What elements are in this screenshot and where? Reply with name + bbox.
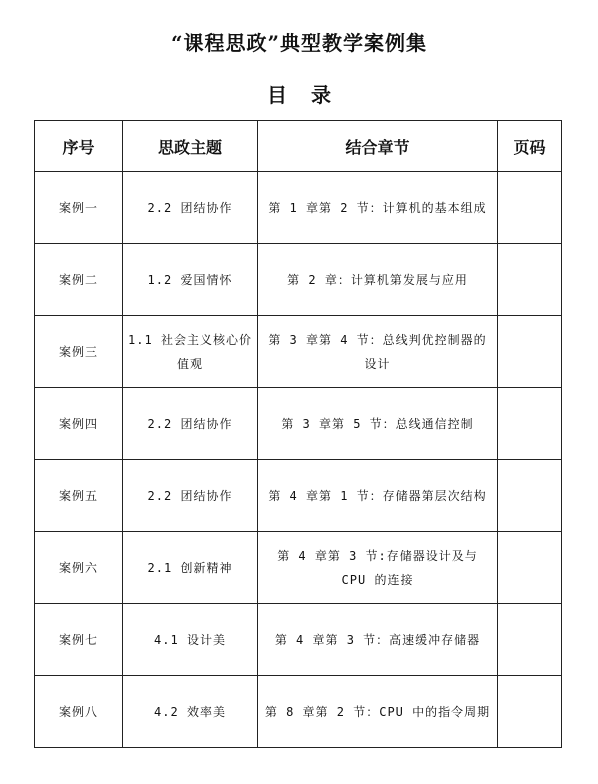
toc-heading-right: 录 [311, 83, 331, 107]
case-theme: 1.1 社会主义核心价值观 [123, 316, 258, 388]
case-number: 案例七 [35, 604, 123, 676]
table-row [35, 316, 562, 388]
case-number: 案例八 [35, 676, 123, 748]
toc-table [34, 120, 562, 748]
header-theme: 思政主题 [123, 121, 258, 172]
case-chapter: 第 1 章第 2 节：计算机的基本组成 [258, 172, 498, 244]
table-row [35, 676, 562, 748]
case-number: 案例六 [35, 532, 123, 604]
case-theme: 1.2 爱国情怀 [123, 244, 258, 316]
case-chapter: 第 8 章第 2 节：CPU 中的指令周期 [258, 676, 498, 748]
case-theme: 2.2 团结协作 [123, 388, 258, 460]
case-number: 案例一 [35, 172, 123, 244]
case-number: 案例二 [35, 244, 123, 316]
table-row [35, 244, 562, 316]
table-row [35, 172, 562, 244]
case-chapter: 第 4 章第 1 节：存储器第层次结构 [258, 460, 498, 532]
toc-heading-left: 目 [267, 83, 287, 107]
case-theme: 2.2 团结协作 [123, 460, 258, 532]
case-page [498, 244, 562, 316]
case-chapter: 第 3 章第 4 节：总线判优控制器的设计 [258, 316, 498, 388]
case-page [498, 388, 562, 460]
case-page [498, 604, 562, 676]
case-chapter: 第 4 章第 3 节:存储器设计及与 CPU 的连接 [258, 532, 498, 604]
case-page [498, 532, 562, 604]
case-chapter: 第 3 章第 5 节：总线通信控制 [258, 388, 498, 460]
case-page [498, 172, 562, 244]
header-page: 页码 [498, 121, 562, 172]
header-number: 序号 [35, 121, 123, 172]
header-chapter: 结合章节 [258, 121, 498, 172]
toc-heading [0, 82, 598, 108]
case-number: 案例五 [35, 460, 123, 532]
case-theme: 4.1 设计美 [123, 604, 258, 676]
case-chapter: 第 4 章第 3 节：高速缓冲存储器 [258, 604, 498, 676]
table-row [35, 388, 562, 460]
case-page [498, 676, 562, 748]
case-number: 案例三 [35, 316, 123, 388]
case-chapter: 第 2 章：计算机第发展与应用 [258, 244, 498, 316]
document-title: “课程思政”典型教学案例集 [170, 31, 427, 55]
case-theme: 4.2 效率美 [123, 676, 258, 748]
case-number: 案例四 [35, 388, 123, 460]
case-page [498, 316, 562, 388]
case-theme: 2.2 团结协作 [123, 172, 258, 244]
table-row [35, 532, 562, 604]
case-theme: 2.1 创新精神 [123, 532, 258, 604]
table-row [35, 460, 562, 532]
table-header-row [35, 121, 562, 172]
table-row [35, 604, 562, 676]
case-page [498, 460, 562, 532]
